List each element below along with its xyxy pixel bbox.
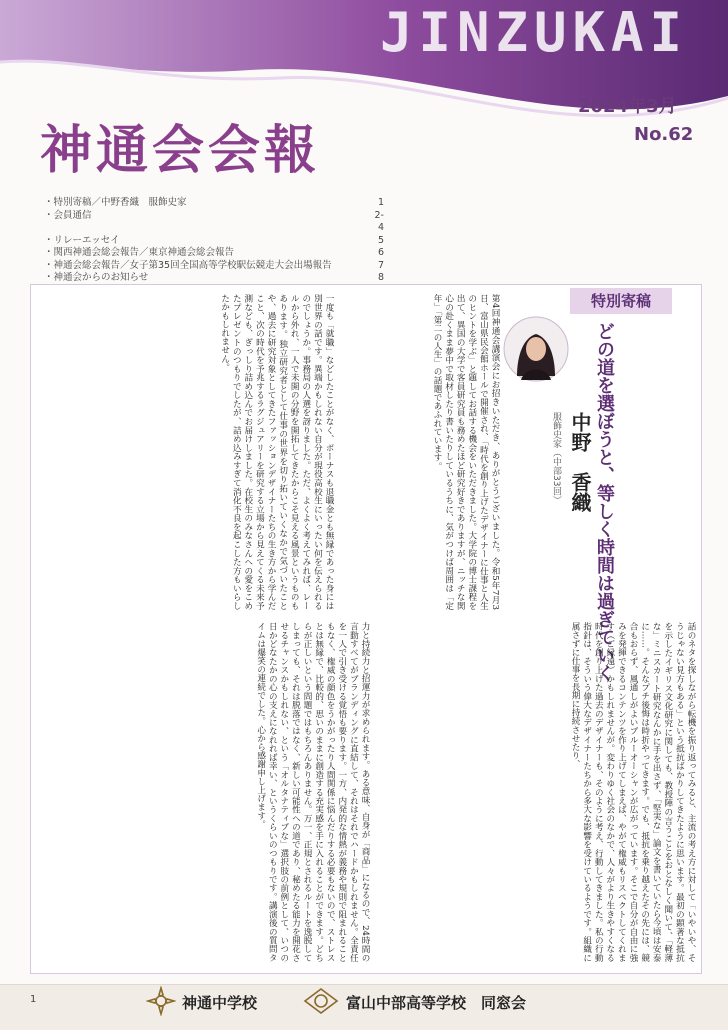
- toc-item: ・特別寄稿／中野香織 服飾史家 1: [44, 197, 384, 208]
- school-name-junior: 神通中学校: [182, 994, 258, 1012]
- issue-number: No.62: [634, 124, 694, 145]
- toc-item: ・神通会からのお知らせ 8: [44, 272, 384, 283]
- toc-item: ・会員通信 2-4: [44, 209, 384, 233]
- brand-logo: JINZUKAI: [379, 1, 689, 64]
- newsletter-title: 神通会会報: [40, 120, 321, 181]
- article-headline: どの道を選ぼうと、等しく時間は過ぎていく: [594, 322, 615, 682]
- author-portrait: [503, 316, 569, 382]
- author-affiliation: 服飾史家（中部33回）: [551, 412, 561, 505]
- toc-item: ・神通会総会報告／女子第35回全国高等学校駅伝競走大会出場報告 7: [44, 259, 384, 271]
- article-text-block: 話のネタを探しながら転機を振り返ってみると、主流の考え方に対して「いやいや、そうじゃない見方もある」という抵抗ばかりしてきたように思います。最初の顕著な抵抗を示したイギリス文化研究に関しても、教授陣の言うことをおとなしく聞いて、「軽薄な」ミニスカート研究なんかに手を出さず、「堅実な」論文を書いていたら今頃は安泰に……。そんなプチ後悔は時折やってきます。でも、抵抗を乗り越えたその先には、競合もおらず、風通しがよいブルーオーシャンが広がっています。そこで自分が自由に強みを発揮できるコンテンツを作り上げてしまえば、やがて権威もリスペクトしてくれます（ご縁遠）かもしれませんが。変わりゆく社会のなかで、人々がより生きやすくなる時代を創り上げた過去のデザイナーも、そのように考え、行動してきました。私の行動指針は、そういう偉大なデザイナーたちから多大な影響を受けているようです。組織に属さずに仕事を長期に持続させたり、: [570, 622, 696, 962]
- school-emblem-icon: [146, 986, 176, 1016]
- article-category: 特別寄稿: [570, 288, 672, 314]
- toc-item: ・リレーエッセイ 5: [44, 234, 384, 246]
- article-text-block: 第4回神通会講演会にお招きいただき、ありがとうございました。令和5年7月3日、富山県民会館ホールで開催され、「時代を創り上げたデザイナーに仕事と人生のヒントを学ぶ」と題してお話する機会をいただきました。大学院の博士課程を出て、異国の大学で客員研究員も務めたほど研究好きでありますが、ニッチな関心の赴くまま夢中で取材したり書いたりしているうちに、気がつけば周囲は「定年」「第二の人生」の話題であふれています。: [432, 294, 500, 610]
- issue-date: 2024年3月: [578, 96, 677, 117]
- article-text-block: 一度も「就職」などしたことがなく、ボーナスも退職金とも無縁であった身には別世界の話です。異端かもしれない自分が現役高校生にいったい何を伝えられるのでしょうか。事務局の人選を訝りました。ただ、よくよく考えてみれば、レールから外れ、一人で未開の分野を開拓してきたからこそ見える風景というものもあります。独立研究者として仕事の世界を切り拓いていくなかで気づいたことや、過去に研究対象としてきたファッションデザイナーたちの生き方から学んだこと、次の時代を予兆するラグジュアリーを研究する立場から見えてくる未来予測なども、ぎっしり詰め込んでお届けしました。在校生のみなさんへの愛をこめたプレゼントのつもりでしたが、詰め込みすぎて消化不良を起こした方もいらしたかもしれません。: [219, 294, 334, 610]
- table-of-contents: [44, 197, 384, 285]
- page-number: 1: [30, 994, 37, 1005]
- alumni-emblem-icon: [302, 986, 340, 1016]
- school-name-high: 富山中部高等学校 同窓会: [346, 994, 527, 1012]
- toc-item: ・関西神通会総会報告／東京神通会総会報告 6: [44, 247, 384, 258]
- article-text-block: 力と持続力と招運力が求められます。ある意味、自身が「商品」になるので、24時間の言動すべてがブランディングに直結して、それはそれでハードかもしれません。全責任を一人で引き受ける覚悟も要ります。一方、内発的な情熱が義務や規則で阻まれることもなく、権威の顔色をうかがったり人間関係に悩んだりする必要もないので、ストレスとは無縁で、比較的、思いのままに創造する充実感を手に入れることができます。どちらが正しいという問題ではもちろんありません。万一、正規とされるルートを逸脱してしまっても、それは脱落ではなく、新しい可能性への道であり、秘めたる能力を開花させるチャンスかもしれない、という「オルタナティブな」選択肢の前例として、いつの日かどなたかの心の支えになれれば幸い、というくらいのつもりです。講演後の質問タイムは爆笑の連続でした。心から感謝申し上げます。: [255, 622, 370, 962]
- author-name: 中野 香織: [568, 412, 592, 512]
